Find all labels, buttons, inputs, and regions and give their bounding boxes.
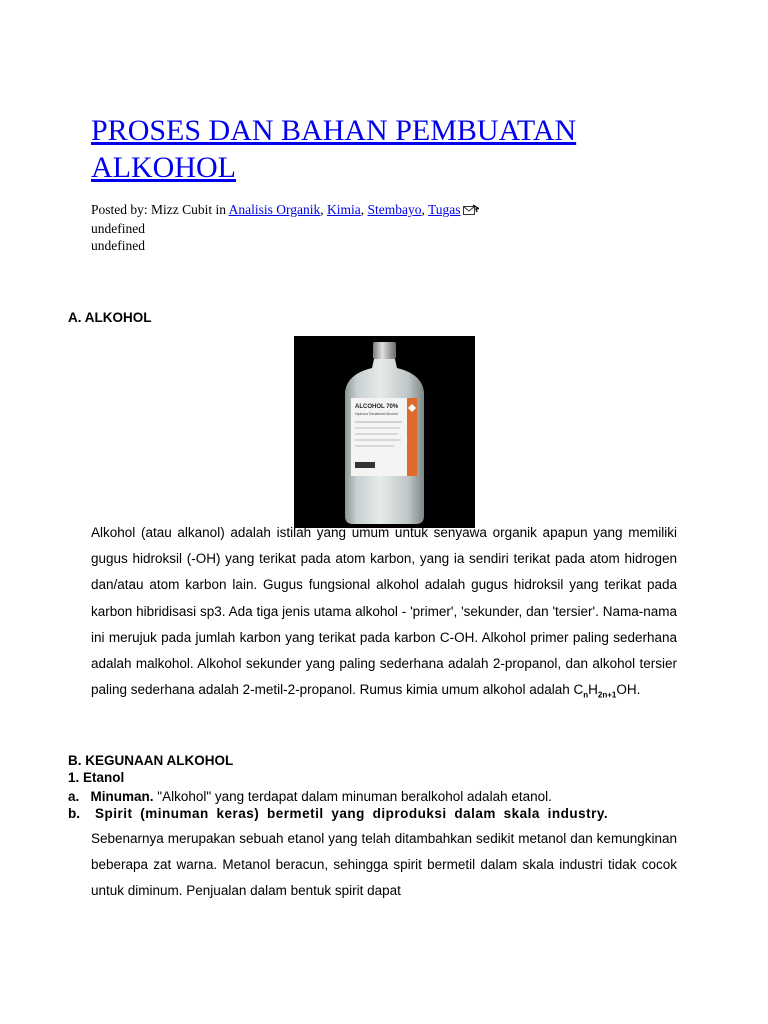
etanol-heading: 1. Etanol <box>68 770 125 785</box>
undefined-text: undefined <box>91 238 145 253</box>
category-link[interactable]: Kimia <box>327 202 361 217</box>
spirit-paragraph: Sebenarnya merupakan sebuah etanol yang telah ditambahkan sedikit metanol dan kemungkinan beberapa zat warna. Metanol beracun, sehingga spirit bermetil dalam skala industri tidak cocok untuk diminum. Penjualan dalam bentuk spirit dapat <box>91 831 677 899</box>
alcohol-bottle-image <box>294 336 475 528</box>
section-a-heading: A. ALKOHOL <box>68 310 152 325</box>
alkohol-text: Alkohol (atau alkanol) adalah istilah yang umum untuk senyawa organik apapun yang memiliki gugus hidroksil (-OH) yang terikat pada atom karbon, yang ia sendiri terikat pada atom hidrogen dan/atau atom karbon lain. Gugus fungsional alkohol adalah gugus hidroksil yang terikat pada karbon hibridisasi sp3. Ada tiga jenis utama alkohol - 'primer', 'sekunder, dan 'tersier'. Nama-nama ini merujuk pada jumlah karbon yang terikat pada karbon C-OH. Alkohol primer paling sederhana adalah malkohol. Alkohol sekunder yang paling sederhana adalah 2-propanol, dan alkohol tersier paling sederhana adalah 2-metil-2-propanol. Rumus kimia umum alkohol adalah <box>91 525 677 698</box>
category-link[interactable]: Analisis Organik <box>228 202 321 217</box>
page-title[interactable]: PROSES DAN BAHAN PEMBUATAN ALKOHOL <box>91 114 577 184</box>
email-post-icon[interactable] <box>463 203 479 220</box>
label-subtext: Hydrous Denatured Alcohol <box>355 412 398 416</box>
item-text: "Alkohol" yang terdapat dalam minuman beralkohol adalah etanol. <box>153 789 552 804</box>
post-meta: Posted by: Mizz Cubit in Analisis Organik, Kimia, Stembayo, Tugas undefined undefined <box>91 201 691 254</box>
category-link[interactable]: Tugas <box>428 202 461 217</box>
item-marker: b. <box>68 806 80 821</box>
byline-prefix: Posted by: Mizz Cubit in <box>91 202 229 217</box>
category-link[interactable]: Stembayo <box>367 202 422 217</box>
label-text: ALCOHOL 70% <box>355 404 399 410</box>
formula: $C_nH_{2n+1}OH$. <box>573 682 641 700</box>
item-bold: Spirit (minuman keras) bermetil yang diproduksi dalam skala industry. <box>95 806 609 821</box>
section-b-heading: B. KEGUNAAN ALKOHOL <box>68 753 234 768</box>
list-item-spirit <box>68 805 680 822</box>
alkohol-paragraph <box>91 520 677 709</box>
item-marker: a. <box>68 789 80 804</box>
item-bold: Minuman. <box>90 789 154 804</box>
bottle-cap <box>373 342 396 359</box>
list-item-minuman <box>68 788 680 805</box>
undefined-text: undefined <box>91 221 145 236</box>
